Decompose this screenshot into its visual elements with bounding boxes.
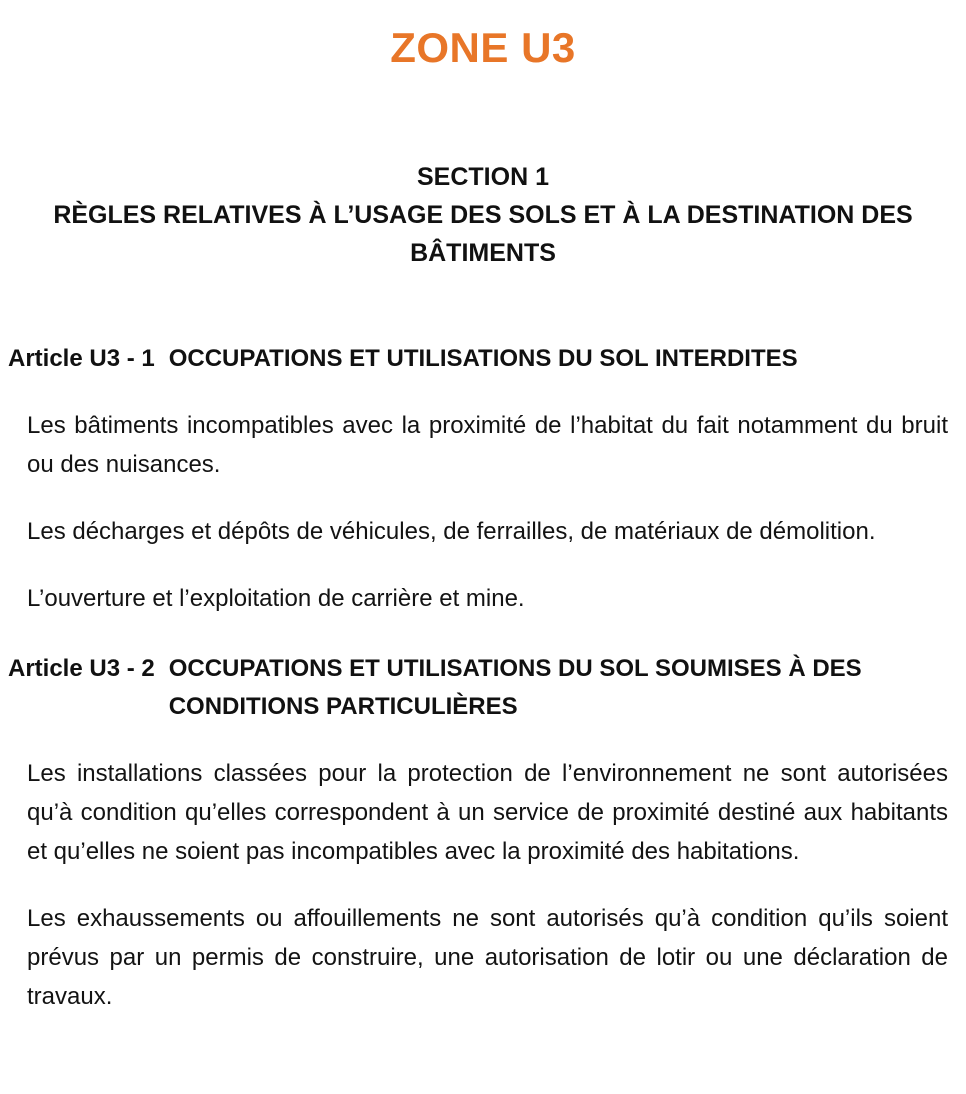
page-title: ZONE U3 xyxy=(390,24,576,71)
article-u3-1-paragraph-2: Les décharges et dépôts de véhicules, de ferrailles, de matériaux de démolition. xyxy=(27,518,876,545)
section-heading xyxy=(15,158,951,272)
article-u3-1 xyxy=(0,340,966,618)
article-u3-1-paragraph-3: L’ouverture et l’exploitation de carrière et mine. xyxy=(27,585,525,612)
article-u3-1-label: Article U3 - 1 xyxy=(8,345,155,372)
article-u3-2-heading xyxy=(0,650,966,726)
article-u3-2-paragraph-1: Les installations classées pour la protection de l’environnement ne sont autorisées qu’à condition qu’elles correspondent à un service de proximité destiné aux habitants et qu’elles ne soient pas incompatibles avec la proximité des habitations. xyxy=(27,760,948,865)
section-title: RÈGLES RELATIVES À L’USAGE DES SOLS ET À LA DESTINATION DES BÂTIMENTS xyxy=(53,201,913,267)
article-u3-2-label: Article U3 - 2 xyxy=(8,655,155,682)
section-number: SECTION 1 xyxy=(417,163,549,191)
article-u3-1-heading xyxy=(0,340,966,378)
article-u3-2-paragraph-2: Les exhaussements ou affouillements ne sont autorisés qu’à condition qu’ils soient prévus par un permis de construire, une autorisation de lotir ou une déclaration de travaux. xyxy=(27,905,948,1010)
article-u3-1-paragraph-1: Les bâtiments incompatibles avec la proximité de l’habitat du fait notamment du bruit ou des nuisances. xyxy=(27,412,948,478)
article-u3-2-title: OCCUPATIONS ET UTILISATIONS DU SOL SOUMISES À DES CONDITIONS PARTICULIÈRES xyxy=(168,655,862,720)
article-u3-1-title: OCCUPATIONS ET UTILISATIONS DU SOL INTERDITES xyxy=(168,345,798,372)
article-u3-2 xyxy=(0,650,966,1016)
